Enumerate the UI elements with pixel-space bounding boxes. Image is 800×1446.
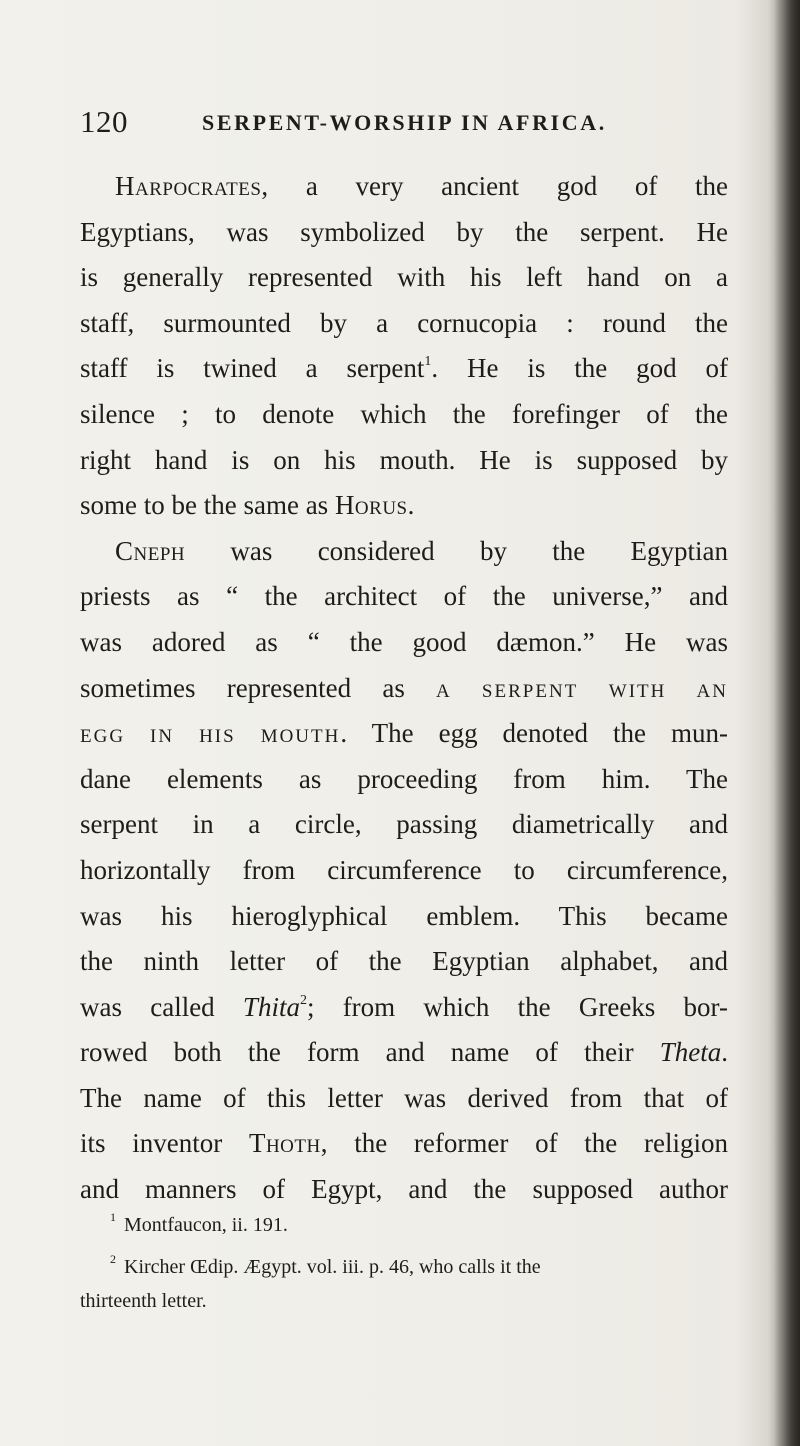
text-line: serpent in a circle, passing diametrically and — [80, 809, 728, 840]
text-line: Egyptians, was symbolized by the serpent. He — [80, 216, 728, 247]
small-caps-name: Harpocrates — [115, 171, 262, 201]
text-line: and manners of Egypt, and the supposed author — [80, 1174, 728, 1205]
text-line — [80, 985, 728, 1031]
text-line: the ninth letter of the Egyptian alphabet, and — [80, 946, 728, 977]
text-line: The name of this letter was derived from that of — [80, 1082, 728, 1113]
text-line — [80, 1121, 728, 1167]
text-line: right hand is on his mouth. He is supposed by — [80, 444, 728, 475]
text-line: was his hieroglyphical emblem. This became — [80, 900, 728, 931]
text-line — [80, 666, 728, 712]
text-line: was adored as “ the good dæmon.” He was — [80, 626, 728, 657]
body-text — [80, 164, 728, 1213]
line-text: was called — [80, 991, 243, 1022]
text-line: staff, surmounted by a cornucopia : round the — [80, 307, 728, 338]
text-line: horizontally from circumference to circumference, — [80, 854, 728, 885]
footnote-ref[interactable]: 1 — [424, 354, 432, 370]
line-text: . — [407, 490, 415, 521]
footnote-mark: 1 — [110, 1210, 116, 1224]
small-caps-name: Thoth — [248, 1128, 321, 1159]
footnote-text: Kircher Œdip. Ægypt. vol. iii. p. 46, who calls it the — [124, 1256, 541, 1278]
line-text: rowed both the form and name of their — [80, 1037, 660, 1068]
footnote-2 — [80, 1242, 728, 1284]
text-line: silence ; to denote which the forefinger of the — [80, 398, 728, 429]
footnote-text: Montfaucon, ii. 191. — [124, 1214, 288, 1236]
text-line — [80, 164, 728, 210]
small-caps-name: Cneph — [115, 535, 186, 566]
small-caps-name: Horus — [334, 490, 408, 521]
text-line — [80, 346, 728, 392]
text-line — [80, 1030, 728, 1076]
footnote-2-continued: thirteenth letter. — [80, 1290, 207, 1312]
small-caps-phrase: EGG IN HIS MOUTH — [80, 726, 341, 748]
line-text: ; from which the Greeks bor- — [306, 991, 728, 1022]
line-text: sometimes represented as — [80, 672, 437, 703]
footnote-mark: 2 — [110, 1252, 116, 1266]
italic-term: Thita — [242, 991, 300, 1022]
page-number: 120 — [80, 104, 128, 139]
text-line: dane elements as proceeding from him. The — [80, 763, 728, 794]
small-caps-phrase: A SERPENT WITH AN — [436, 680, 728, 702]
italic-term: Theta — [659, 1037, 722, 1068]
page-gutter-shadow — [774, 0, 800, 1446]
line-text: . — [721, 1037, 728, 1068]
line-text: , a very ancient god of the — [261, 171, 728, 201]
line-text: some to be the same as — [80, 490, 335, 521]
line-text: , the reformer of the religion — [320, 1128, 728, 1159]
line-text: its inventor — [80, 1128, 249, 1159]
line-text: . The egg denoted the mun- — [340, 718, 728, 749]
line-text: staff is twined a serpent — [80, 353, 425, 384]
footnote-1 — [80, 1200, 728, 1242]
text-line — [80, 711, 728, 757]
page-header — [80, 104, 740, 148]
text-line: is generally represented with his left hand on a — [80, 262, 728, 293]
running-head: SERPENT-WORSHIP IN AFRICA. — [202, 110, 607, 135]
text-line — [80, 529, 728, 575]
text-line — [80, 483, 728, 529]
footnotes — [80, 1200, 728, 1318]
line-text: was considered by the Egyptian — [185, 535, 728, 566]
line-text: . He is the god of — [431, 353, 728, 384]
text-line: priests as “ the architect of the universe,” and — [80, 581, 728, 612]
footnote-ref[interactable]: 2 — [299, 992, 307, 1008]
